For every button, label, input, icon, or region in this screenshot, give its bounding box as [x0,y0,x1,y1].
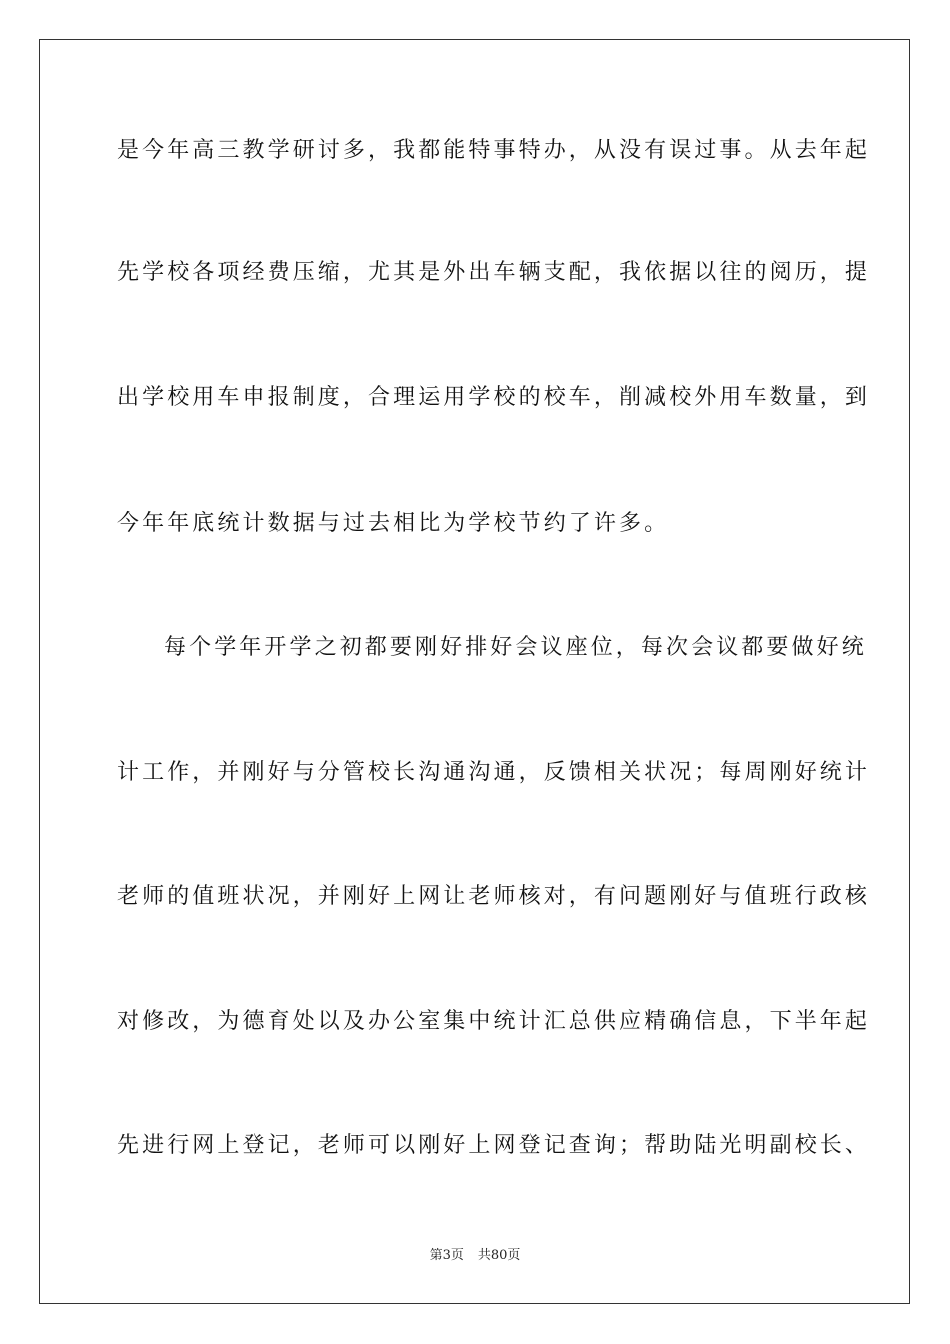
text-line: 是今年高三教学研讨多，我都能特事特办，从没有误过事。从去年起 [117,138,871,163]
text-line: 今年年底统计数据与过去相比为学校节约了许多。 [117,511,670,536]
text-line: 出学校用车申报制度，合理运用学校的校车，削减校外用车数量，到 [117,385,871,410]
page-footer [0,1247,950,1265]
text-line: 老师的值班状况，并刚好上网让老师核对，有问题刚好与值班行政核 [117,884,871,909]
text-line: 计工作，并刚好与分管校长沟通沟通，反馈相关状况；每周刚好统计 [117,760,871,785]
page-number: 第3页 [429,1248,464,1263]
page-total: 共80页 [477,1248,521,1263]
text-line: 先学校各项经费压缩，尤其是外出车辆支配，我依据以往的阅历，提 [117,260,871,285]
text-line: 对修改，为德育处以及办公室集中统计汇总供应精确信息，下半年起 [117,1009,871,1034]
paragraph-first-line: 每个学年开学之初都要刚好排好会议座位，每次会议都要做好统 [164,635,867,660]
text-line: 先进行网上登记，老师可以刚好上网登记查询；帮助陆光明副校长、 [117,1133,871,1158]
page-border [39,39,910,1304]
